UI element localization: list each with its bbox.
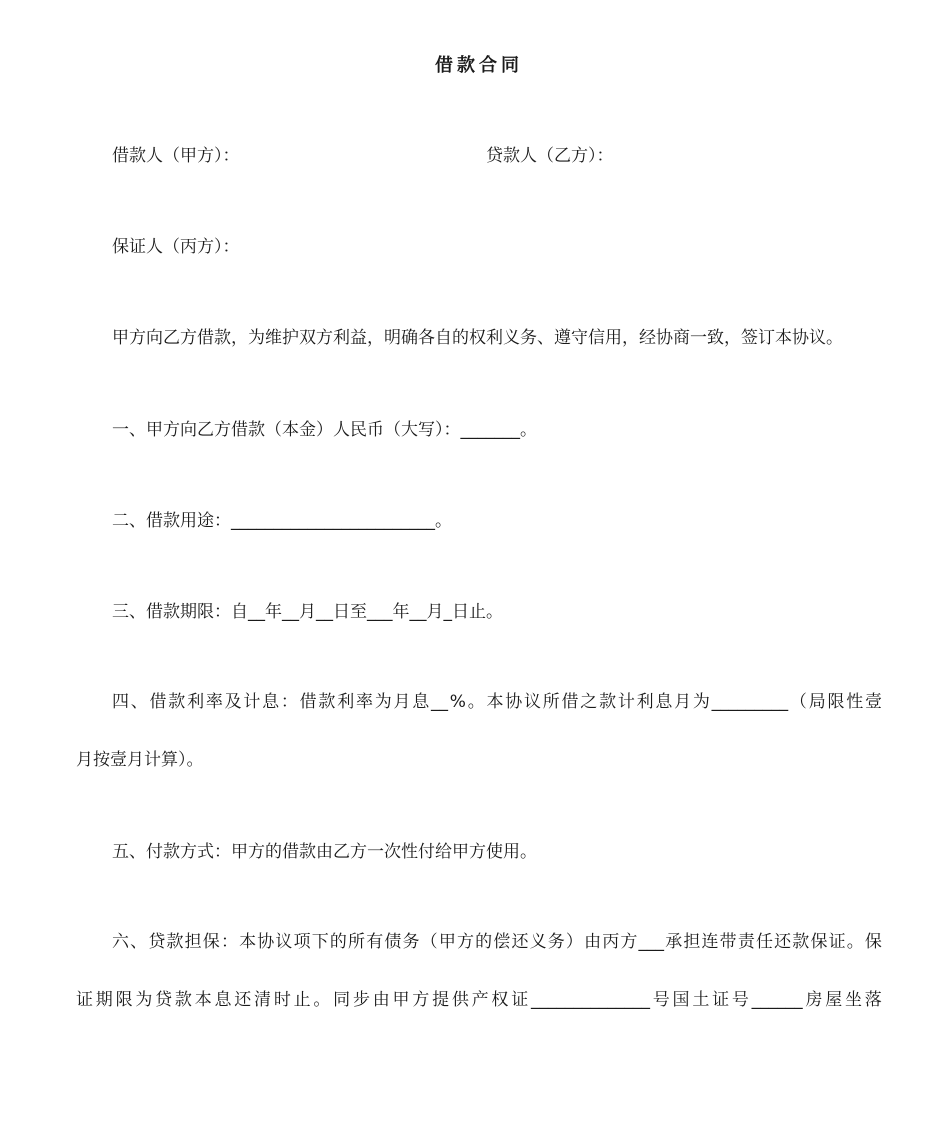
text-segment: 贷 <box>148 932 166 952</box>
text-segment: 同 <box>333 990 351 1010</box>
text-segment: 丙 <box>602 932 620 952</box>
clause-4-interest-line-1 <box>112 690 882 714</box>
text-segment: 坐 <box>845 990 862 1010</box>
text-segment: ） <box>565 932 583 952</box>
text-segment: 及 <box>224 692 242 712</box>
text-segment: 。 <box>846 932 864 952</box>
text-segment: _________ <box>711 692 789 712</box>
text-segment: （ <box>789 692 807 712</box>
clause-3-loan-term: 三、借款期限：自__年__月__日至___年__月_日止。 <box>112 602 503 622</box>
text-segment: 由 <box>372 990 390 1010</box>
text-segment: 息 <box>412 692 430 712</box>
clause-2-loan-purpose: 二、借款用途：________________________。 <box>112 511 452 531</box>
text-segment: 利 <box>187 692 205 712</box>
text-segment: 月 <box>393 692 411 712</box>
text-segment: 还 <box>774 932 792 952</box>
text-segment: 、 <box>130 692 148 712</box>
text-segment: 本 <box>239 932 257 952</box>
text-segment: 步 <box>352 990 370 1010</box>
text-segment: 局 <box>808 692 826 712</box>
text-segment: 下 <box>311 932 329 952</box>
text-segment: 贷 <box>155 990 173 1010</box>
clause-4-interest-line-2: 月按壹月计算）。 <box>76 750 204 770</box>
text-segment: 带 <box>719 932 737 952</box>
text-segment: 国 <box>672 990 690 1010</box>
text-segment: 务 <box>402 932 420 952</box>
text-segment: 、 <box>130 932 148 952</box>
text-segment: 证 <box>712 990 730 1010</box>
preamble-paragraph: 甲方向乙方借款，为维护双方利益，明确各自的权利义务、遵守信用，经协商一致，签订本协议。 <box>112 328 843 348</box>
text-segment: 款 <box>168 692 186 712</box>
text-segment: 所 <box>348 932 366 952</box>
text-segment: （ <box>420 932 438 952</box>
text-segment: 证 <box>511 990 529 1010</box>
text-segment: 证 <box>76 990 93 1010</box>
text-segment: 房 <box>805 990 823 1010</box>
text-segment: 利 <box>337 692 355 712</box>
document-title: 借款合同 <box>435 55 523 76</box>
text-segment: 借 <box>149 692 167 712</box>
text-segment: 任 <box>755 932 773 952</box>
text-segment: 供 <box>451 990 469 1010</box>
text-segment: 号 <box>652 990 670 1010</box>
text-segment: 连 <box>701 932 719 952</box>
text-segment: 保 <box>202 932 220 952</box>
text-segment: 为 <box>374 692 392 712</box>
text-segment: 土 <box>692 990 710 1010</box>
clause-5-payment-method: 五、付款方式：甲方的借款由乙方一次性付给甲方使用。 <box>112 842 537 862</box>
clause-6-guarantee-line-1 <box>112 930 882 954</box>
text-segment: % <box>449 692 466 712</box>
text-segment: 款 <box>599 692 617 712</box>
lender-label: 贷款人（乙方）： <box>486 146 614 166</box>
text-segment: 保 <box>864 932 882 952</box>
text-segment: 议 <box>524 692 541 712</box>
text-segment: 为 <box>135 990 153 1010</box>
clause-1-loan-amount: 一、甲方向乙方借款（本金）人民币（大写）：_______。 <box>112 420 537 440</box>
text-segment: 款 <box>792 932 810 952</box>
text-segment: 担 <box>184 932 202 952</box>
text-segment: 号 <box>731 990 749 1010</box>
text-segment: 由 <box>584 932 602 952</box>
text-segment: 四 <box>112 692 129 712</box>
text-segment: 义 <box>529 932 547 952</box>
text-segment: 借 <box>299 692 317 712</box>
text-segment: ______________ <box>530 990 650 1010</box>
text-segment: 提 <box>432 990 450 1010</box>
text-segment: 担 <box>683 932 701 952</box>
text-segment: 款 <box>166 932 184 952</box>
text-segment: 借 <box>561 692 579 712</box>
text-segment: 本 <box>194 990 212 1010</box>
text-segment: 六 <box>112 932 129 952</box>
clause-6-guarantee-line-2 <box>76 988 882 1012</box>
text-segment: 息 <box>262 692 280 712</box>
guarantor-label: 保证人（丙方）： <box>112 237 240 257</box>
text-segment: 所 <box>542 692 560 712</box>
text-segment: 责 <box>737 932 755 952</box>
text-segment: 方 <box>412 990 430 1010</box>
text-segment: 限 <box>115 990 133 1010</box>
text-segment: 有 <box>366 932 384 952</box>
text-segment: 落 <box>864 990 882 1010</box>
text-segment: 偿 <box>493 932 511 952</box>
text-segment: 期 <box>95 990 113 1010</box>
text-segment: 债 <box>384 932 402 952</box>
text-segment: 率 <box>355 692 373 712</box>
text-segment: 保 <box>810 932 828 952</box>
text-segment: ______ <box>751 990 803 1010</box>
text-segment: 议 <box>275 932 293 952</box>
text-segment: 承 <box>665 932 683 952</box>
party-row <box>112 144 812 168</box>
text-segment: 项 <box>293 932 311 952</box>
text-segment: ： <box>280 692 298 712</box>
text-segment: 款 <box>318 692 336 712</box>
borrower-label: 借款人（甲方）： <box>112 146 240 166</box>
text-segment: 计 <box>243 692 261 712</box>
text-segment: 。 <box>467 692 485 712</box>
text-segment: 月 <box>674 692 692 712</box>
text-segment: 息 <box>655 692 673 712</box>
text-segment: 协 <box>257 932 275 952</box>
text-segment: 计 <box>617 692 635 712</box>
text-segment: 率 <box>205 692 223 712</box>
text-segment: 限 <box>827 692 845 712</box>
text-segment: 协 <box>505 692 523 712</box>
text-segment: 止 <box>293 990 311 1010</box>
text-segment: 权 <box>491 990 509 1010</box>
text-segment: 清 <box>254 990 272 1010</box>
text-segment: ___ <box>638 932 665 952</box>
text-segment: 之 <box>580 692 598 712</box>
text-segment: 息 <box>214 990 232 1010</box>
text-segment: 的 <box>329 932 347 952</box>
text-segment: 方 <box>620 932 638 952</box>
text-segment: ： <box>220 932 238 952</box>
text-segment: 时 <box>273 990 291 1010</box>
text-segment: 甲 <box>438 932 456 952</box>
text-segment: 还 <box>234 990 252 1010</box>
text-segment: 的 <box>475 932 493 952</box>
text-segment: 本 <box>486 692 504 712</box>
text-segment: 屋 <box>825 990 843 1010</box>
text-segment: 方 <box>456 932 474 952</box>
text-segment: 利 <box>636 692 654 712</box>
text-segment: 产 <box>471 990 489 1010</box>
text-segment: 。 <box>313 990 331 1010</box>
text-segment: 款 <box>174 990 192 1010</box>
text-segment: 还 <box>511 932 529 952</box>
text-segment: 壹 <box>864 692 882 712</box>
text-segment: 甲 <box>392 990 410 1010</box>
text-segment: 性 <box>846 692 864 712</box>
text-segment: __ <box>431 692 449 712</box>
text-segment: 为 <box>692 692 710 712</box>
text-segment: 证 <box>828 932 846 952</box>
text-segment: 务 <box>547 932 565 952</box>
